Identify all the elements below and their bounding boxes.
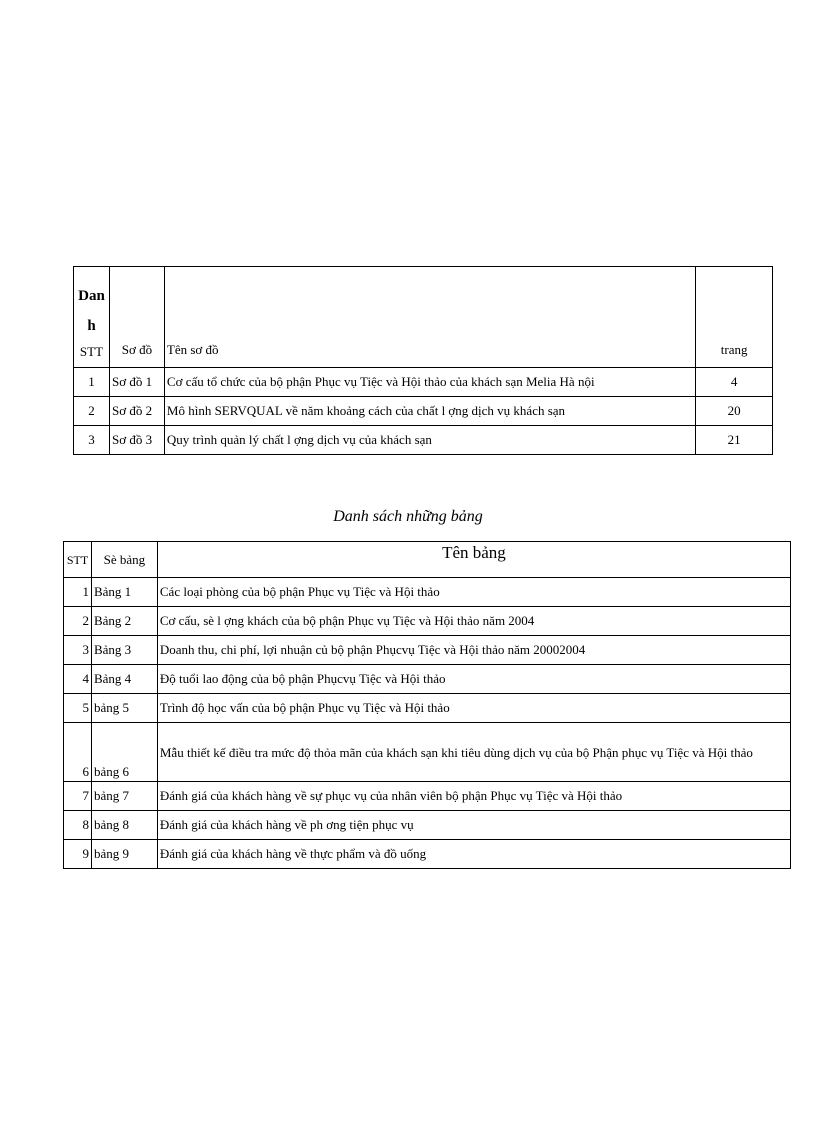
row-stt: 4	[64, 665, 92, 694]
table-row	[74, 397, 773, 426]
table-row	[74, 426, 773, 455]
row-code: bảng 7	[91, 782, 157, 811]
table-row	[64, 811, 791, 840]
row-code: Sơ đồ 3	[109, 426, 164, 455]
row-code: Bảng 1	[91, 578, 157, 607]
row-page: 4	[696, 368, 773, 397]
row-name: Cơ cấu tổ chức của bộ phận Phục vụ Tiệc và Hội thảo của khách sạn Melia Hà nội	[164, 368, 695, 397]
row-page: 20	[696, 397, 773, 426]
row-code: Bảng 4	[91, 665, 157, 694]
row-stt: 3	[64, 636, 92, 665]
row-code: bảng 6	[91, 723, 157, 782]
row-code: Sơ đồ 2	[109, 397, 164, 426]
table-list-table	[63, 541, 791, 869]
header-so-do: Sơ đồ	[109, 267, 164, 368]
row-code: bảng 5	[91, 694, 157, 723]
row-stt: 8	[64, 811, 92, 840]
row-name: Đánh giá của khách hàng về ph ơng tiện phục vụ	[157, 811, 790, 840]
row-name: Đánh giá của khách hàng về thực phẩm và đồ uống	[157, 840, 790, 869]
row-stt: 1	[74, 368, 110, 397]
row-stt: 9	[64, 840, 92, 869]
row-stt: 6	[64, 723, 92, 782]
header-ten-bang: Tên bảng	[157, 542, 790, 578]
row-name: Độ tuổi lao động của bộ phận Phụcvụ Tiệc và Hội thảo	[157, 665, 790, 694]
table-row	[64, 723, 791, 782]
row-stt: 2	[64, 607, 92, 636]
row-code: bảng 8	[91, 811, 157, 840]
row-name: Mô hình SERVQUAL về năm khoảng cách của chất l ợng dịch vụ khách sạn	[164, 397, 695, 426]
table-row	[64, 840, 791, 869]
table-row	[64, 782, 791, 811]
table-list-caption: Danh sách những bảng	[333, 508, 483, 525]
table-row	[64, 665, 791, 694]
row-page: 21	[696, 426, 773, 455]
danh-label: Dan h	[78, 288, 105, 334]
row-stt: 3	[74, 426, 110, 455]
row-name: Quy trình quản lý chất l ợng dịch vụ của khách sạn	[164, 426, 695, 455]
header-stt: STT	[64, 542, 92, 578]
row-name: Cơ cấu, sè l ợng khách của bộ phận Phục vụ Tiệc và Hội thảo năm 2004	[157, 607, 790, 636]
row-name: Doanh thu, chi phí, lợi nhuận củ bộ phận Phụcvụ Tiệc và Hội thảo năm 20002004	[157, 636, 790, 665]
row-code: bảng 9	[91, 840, 157, 869]
table-list-header	[64, 542, 791, 578]
header-trang: trang	[696, 267, 773, 368]
table-row	[64, 607, 791, 636]
row-name: Các loại phòng của bộ phận Phục vụ Tiệc và Hội thảo	[157, 578, 790, 607]
row-stt: 7	[64, 782, 92, 811]
row-code: Sơ đồ 1	[109, 368, 164, 397]
table-row	[74, 368, 773, 397]
row-name: Mẫu thiết kế điều tra mức độ thỏa mãn của khách sạn khi tiêu dùng dịch vụ của bộ Phận phục vụ Tiệc và Hội thảo	[157, 723, 790, 782]
row-name: Đánh giá của khách hàng về sự phục vụ của nhân viên bộ phận Phục vụ Tiệc và Hội thảo	[157, 782, 790, 811]
diagram-table-header	[74, 267, 773, 368]
row-stt: 1	[64, 578, 92, 607]
row-stt: 5	[64, 694, 92, 723]
header-ten-so-do: Tên sơ đồ	[164, 267, 695, 368]
table-row	[64, 578, 791, 607]
stt-label: STT	[79, 344, 104, 359]
row-code: Bảng 3	[91, 636, 157, 665]
header-stt-cell	[74, 267, 110, 368]
diagram-list-table	[73, 266, 773, 455]
row-stt: 2	[74, 397, 110, 426]
header-so-bang: Sè bảng	[91, 542, 157, 578]
row-code: Bảng 2	[91, 607, 157, 636]
table-row	[64, 636, 791, 665]
table-row	[64, 694, 791, 723]
row-name: Trình độ học vấn của bộ phận Phục vụ Tiệc và Hội thảo	[157, 694, 790, 723]
